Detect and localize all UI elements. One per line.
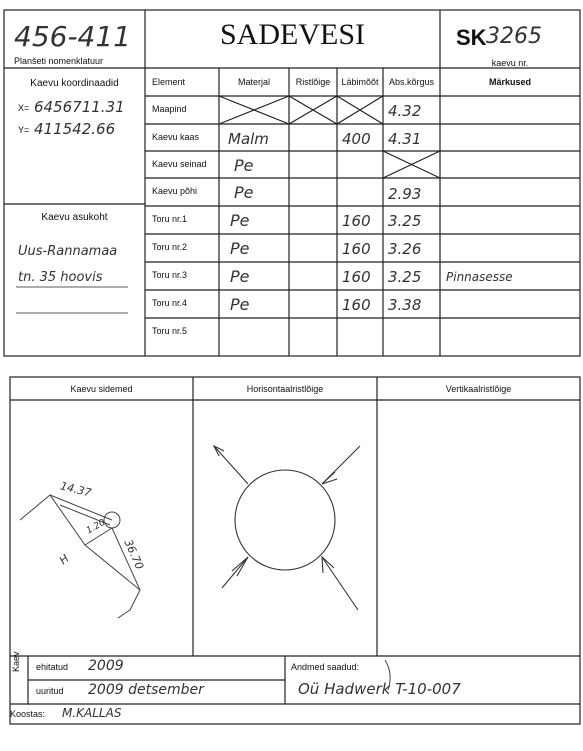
row-material: Pe	[230, 239, 250, 258]
row-material: Malm	[228, 130, 269, 148]
author-label: Koostas:	[10, 709, 46, 719]
vertical-label: Vertikaalristlõige	[445, 384, 512, 394]
nomenclature-label: Planšeti nomenklatuur	[14, 56, 104, 66]
surveyed-value: 2009 detsember	[88, 682, 204, 698]
coord-x-label: X=	[18, 103, 30, 113]
row-elevation: 3.26	[388, 240, 422, 258]
col-diameter: Läbimõõt	[341, 77, 379, 87]
row-diameter: 160	[342, 212, 371, 230]
row-elevation: 2.93	[388, 185, 422, 203]
row-elevation: 3.25	[388, 212, 422, 230]
page-title: SADEVESI	[219, 18, 365, 51]
col-element: Element	[152, 77, 186, 87]
row-material: Pe	[230, 267, 250, 286]
source-label: Andmed saadud:	[291, 662, 360, 672]
coord-y-value: 411542.66	[34, 120, 116, 138]
row-element: Toru nr.5	[152, 326, 188, 336]
row-element: Kaevu kaas	[152, 132, 200, 142]
col-material: Materjal	[237, 77, 270, 87]
row-element: Toru nr.3	[152, 270, 188, 280]
row-diameter: 160	[342, 268, 371, 286]
row-element: Kaevu põhi	[152, 186, 198, 196]
source-value: Oü Hadwerk T-10-007	[298, 680, 461, 698]
sidemed-label: Kaevu sidemed	[70, 384, 133, 394]
col-cross: Ristlõige	[295, 77, 331, 87]
author-value: M.KALLAS	[62, 706, 122, 720]
well-prefix: SK	[456, 25, 487, 50]
nomenclature-value: 456-411	[14, 20, 131, 53]
row-elevation: 4.31	[388, 130, 422, 148]
location-line2: tn. 35 hoovis	[18, 270, 103, 285]
kaev-label: Kaev	[11, 651, 21, 672]
row-element: Toru nr.4	[152, 298, 188, 308]
location-label: Kaevu asukoht	[41, 212, 108, 223]
row-elevation: 3.38	[388, 296, 422, 314]
coord-y-label: Y=	[18, 125, 30, 135]
built-value: 2009	[88, 658, 124, 674]
tie-dimension: 36.70	[121, 537, 147, 572]
row-material: Pe	[234, 183, 254, 202]
row-notes: Pinnasesse	[446, 270, 513, 284]
tie-dimension: H	[56, 551, 72, 568]
row-material: Pe	[234, 156, 254, 175]
location-line1: Uus-Rannamaa	[18, 244, 118, 259]
coords-label: Kaevu koordinaadid	[30, 78, 119, 89]
row-element: Maapind	[152, 104, 187, 114]
col-notes: Märkused	[488, 77, 532, 87]
row-elevation: 4.32	[388, 102, 422, 120]
col-elevation: Abs.kõrgus	[388, 77, 435, 87]
horizontal-label: Horisontaalristlõige	[246, 384, 324, 394]
tie-dimension: 14.37	[58, 479, 93, 500]
coord-x-value: 6456711.31	[34, 98, 125, 116]
row-material: Pe	[230, 211, 250, 230]
well-circle	[235, 470, 335, 570]
tie-dimension: 1.20	[84, 517, 108, 537]
surveyed-label: uuritud	[36, 686, 64, 696]
row-element: Toru nr.1	[152, 214, 188, 224]
well-number: 3265	[486, 24, 542, 49]
row-element: Kaevu seinad	[152, 159, 207, 169]
row-diameter: 160	[342, 240, 371, 258]
row-element: Toru nr.2	[152, 242, 188, 252]
row-elevation: 3.25	[388, 268, 422, 286]
row-material: Pe	[230, 295, 250, 314]
well-number-label: kaevu nr.	[491, 58, 529, 68]
row-diameter: 400	[342, 130, 371, 148]
row-diameter: 160	[342, 296, 371, 314]
built-label: ehitatud	[36, 662, 69, 672]
